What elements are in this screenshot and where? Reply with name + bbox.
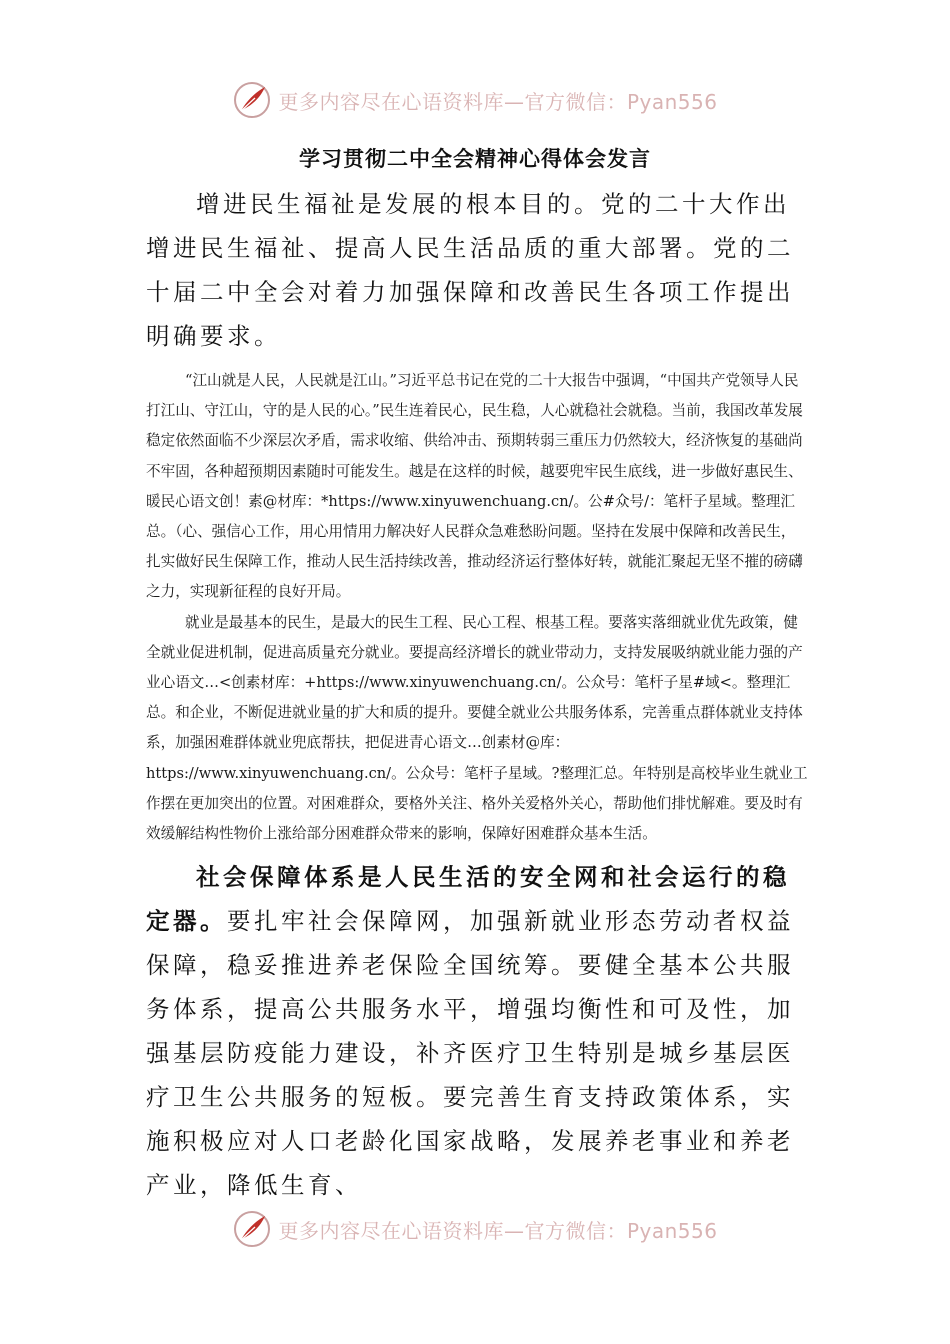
document-body — [146, 182, 808, 1207]
page-title: 学习贯彻二中全会精神心得体会发言 — [299, 146, 651, 171]
paragraph-4 — [146, 855, 808, 1207]
quill-logo-icon — [232, 1209, 272, 1249]
footer-banner — [0, 1207, 950, 1251]
banner-text: 更多内容尽在心语资料库—官方微信：Pyan556 — [278, 89, 718, 114]
quill-logo-icon — [232, 80, 272, 120]
banner-text: 更多内容尽在心语资料库—官方微信：Pyan556 — [278, 1218, 718, 1243]
paragraph-2: “江山就是人民，人民就是江山。”习近平总书记在党的二十大报告中强调，“中国共产党领导人民打江山、守江山，守的是人民的心。”民生连着民心，民生稳，人心就稳社会就稳。当前，我国改革发展稳定依然面临不少深层次矛盾，需求收缩、供给冲击、预期转弱三重压力仍然较大，经济恢复的基础尚不牢固，各种超预期因素随时可能发生。越是在这样的时候，越要兜牢民生底线，进一步做好惠民生、暖民心语文创！素@材库：*https://www.xinyuwenchuang.cn/。公#众号/：笔杆子星域。整理汇总。（心、强信心工作，用心用情用力解决好人民群众急难愁盼问题。坚持在发展中保障和改善民生，扎实做好民生保障工作，推动人民生活持续改善，推动经济运行整体好转，就能汇聚起无坚不摧的磅礴之力，实现新征程的良好开局。 — [146, 372, 803, 601]
paragraph-3: 就业是最基本的民生，是最大的民生工程、民心工程、根基工程。要落实落细就业优先政策，健全就业促进机制，促进高质量充分就业。要提高经济增长的就业带动力，支持发展吸纳就业能力强的产业心语文…<创素材库：+https://www.xinyuwenchuang.cn/。公众号：笔杆子星#域<。整理汇总。和企业，不断促进就业量的扩大和质的提升。要健全就业公共服务体系，完善重点群体就业支持体系，加强困难群体就业兜底帮扶，把促进青心语文…创素材@库：https://www.xinyuwenchuang.cn/。公众号：笔杆子星域。?整理汇总。年特别是高校毕业生就业工作摆在更加突出的位置。对困难群众，要格外关注、格外关爱格外关心，帮助他们排忧解难。要及时有效缓解结构性物价上涨给部分困难群众带来的影响，保障好困难群众基本生活。 — [146, 613, 808, 843]
header-banner — [0, 78, 950, 122]
paragraph-4-body: 要扎牢社会保障网，加强新就业形态劳动者权益保障，稳妥推进养老保险全国统筹。要健全基本公共服务体系，提高公共服务水平，增强均衡性和可及性，加强基层防疫能力建设，补齐医疗卫生特别是城乡基层医疗卫生公共服务的短板。要完善生育支持政策体系，实施积极应对人口老龄化国家战略，发展养老事业和养老产业，降低生育、 — [146, 907, 794, 1200]
paragraph-intro: 增进民生福祉是发展的根本目的。党的二十大作出增进民生福祉、提高人民生活品质的重大部署。党的二十届二中全会对着力加强保障和改善民生各项工作提出明确要求。 — [146, 190, 794, 350]
paragraph-4-lead: 社会保障体系是人民生活的安全网和社会运行的稳定器。 — [146, 863, 790, 936]
